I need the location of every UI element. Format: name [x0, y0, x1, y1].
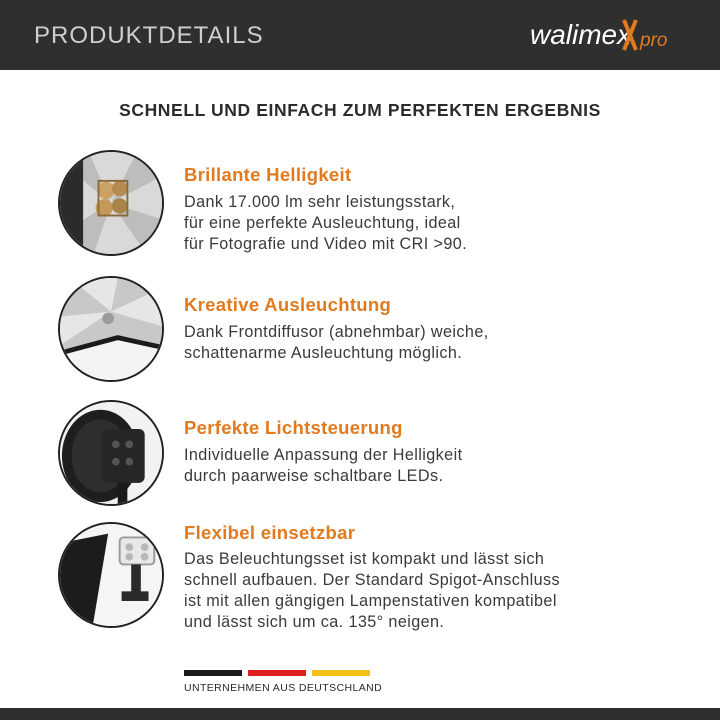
flag-stripe-black: [184, 670, 242, 676]
german-flag-stripes: [184, 670, 370, 676]
description-line: Dank Frontdiffusor (abnehmbar) weiche,: [184, 323, 489, 341]
walimex-pro-logo: [528, 14, 688, 58]
made-in-germany-caption: UNTERNEHMEN AUS DEUTSCHLAND: [184, 682, 383, 694]
header-bar: [0, 0, 720, 70]
feature-title: Flexibel einsetzbar: [184, 522, 356, 543]
footer-bar: [0, 708, 720, 720]
brand-name: walimex: [530, 19, 632, 50]
description-line: für eine perfekte Ausleuchtung, ideal: [184, 214, 461, 232]
section-headline: SCHNELL UND EINFACH ZUM PERFEKTEN ERGEBNIS: [119, 100, 601, 120]
page-title: PRODUKTDETAILS: [34, 22, 264, 49]
feature-title: Brillante Helligkeit: [184, 164, 352, 185]
description-line: durch paarweise schaltbare LEDs.: [184, 467, 444, 485]
description-line: Dank 17.000 lm sehr leistungsstark,: [184, 193, 456, 211]
feature-image-lamp-back: [58, 400, 164, 506]
description-line: ist mit allen gängigen Lampenstativen kompatibel: [184, 592, 557, 610]
description-line: Das Beleuchtungsset ist kompakt und lässt sich: [184, 550, 545, 568]
feature-image-spigot-mount: [58, 522, 164, 628]
flag-stripe-gold: [312, 670, 370, 676]
description-line: schattenarme Ausleuchtung möglich.: [184, 344, 463, 362]
feature-image-lamp-heads: [58, 150, 164, 256]
feature-description: [184, 549, 560, 633]
feature-description: [184, 192, 467, 255]
brand-suffix: pro: [640, 30, 668, 51]
feature-image-softbox-diffusor: [58, 276, 164, 382]
description-line: schnell aufbauen. Der Standard Spigot-Anschluss: [184, 571, 561, 589]
feature-description: [184, 445, 462, 487]
feature-title: Perfekte Lichtsteuerung: [184, 417, 403, 438]
description-line: und lässt sich um ca. 135° neigen.: [184, 613, 445, 631]
feature-description: [184, 322, 489, 364]
description-line: Individuelle Anpassung der Helligkeit: [184, 446, 463, 464]
flag-stripe-red: [248, 670, 306, 676]
description-line: für Fotografie und Video mit CRI >90.: [184, 235, 468, 253]
feature-title: Kreative Ausleuchtung: [184, 294, 392, 315]
